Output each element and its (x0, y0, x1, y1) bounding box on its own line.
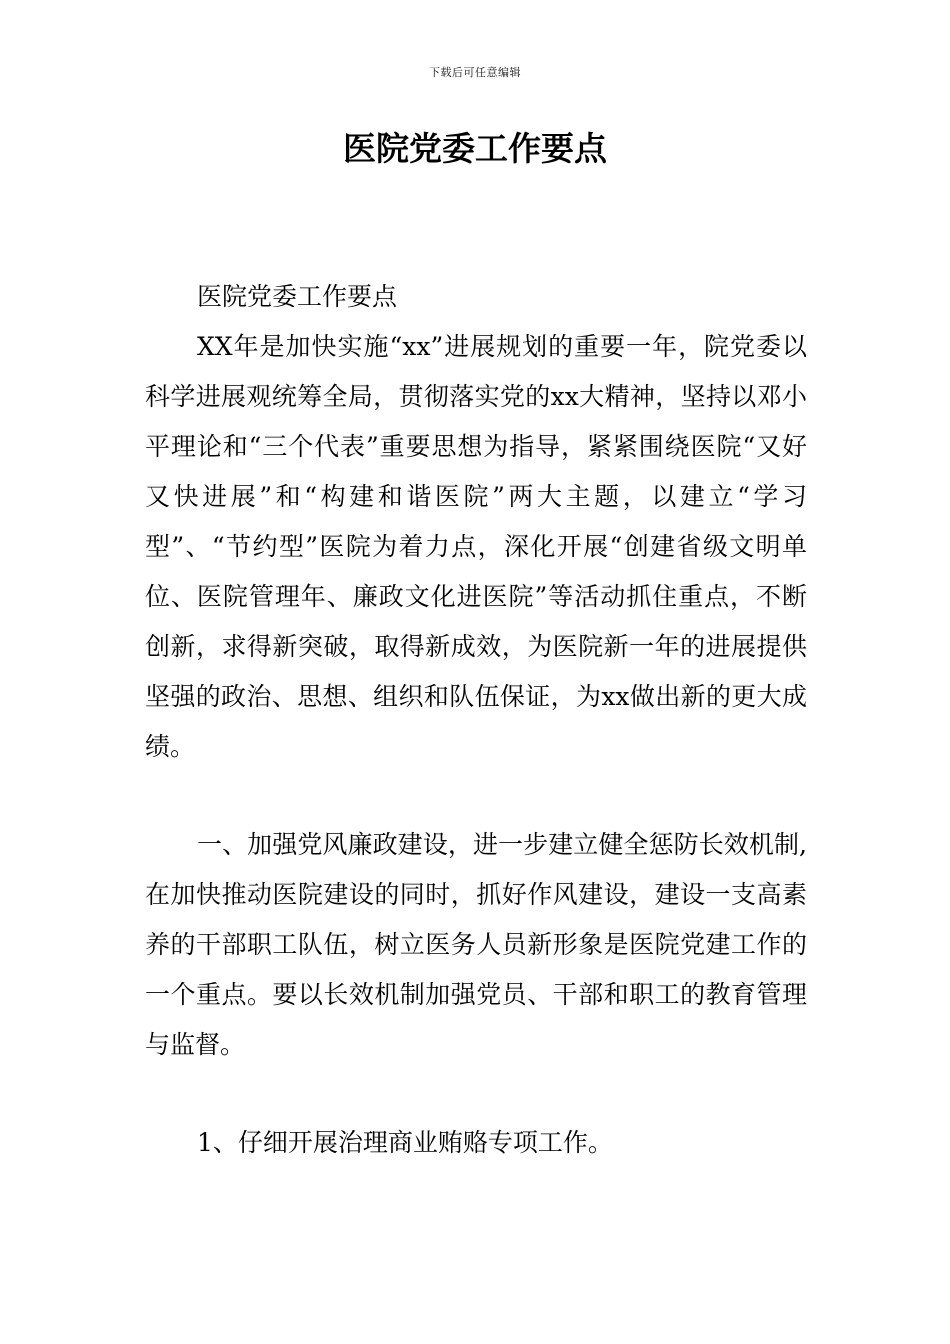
section-one-paragraph: 一、加强党风廉政建设，进一步建立健全惩防长效机制,在加快推动医院建设的同时，抓好作风建设，建设一支高素养的干部职工队伍，树立医务人员新形象是医院党建工作的一个重点。要以长效机制加强党员、干部和职工的教育管理与监督。 (145, 830, 807, 1059)
item-one-paragraph: 1、仔细开展治理商业贿赂专项工作。 (197, 1128, 613, 1157)
document-title: 医院党委工作要点 (343, 129, 607, 168)
intro-paragraph: XX年是加快实施“xx”进展规划的重要一年，院党委以科学进展观统筹全局，贯彻落实党的xx大精神，坚持以邓小平理论和“三个代表”重要思想为指导，紧紧围绕医院“又好又快进展”和“构建和谐医院”两大主题，以建立“学习型”、“节约型”医院为着力点，深化开展“创建省级文明单位、医院管理年、廉政文化进医院”等活动抓住重点，不断创新，求得新突破，取得新成效，为医院新一年的进展提供坚强的政治、思想、组织和队伍保证，为xx做出新的更大成绩。 (145, 332, 807, 761)
subtitle-paragraph: 医院党委工作要点 (197, 282, 398, 311)
header-note: 下载后可任意编辑 (429, 66, 521, 79)
